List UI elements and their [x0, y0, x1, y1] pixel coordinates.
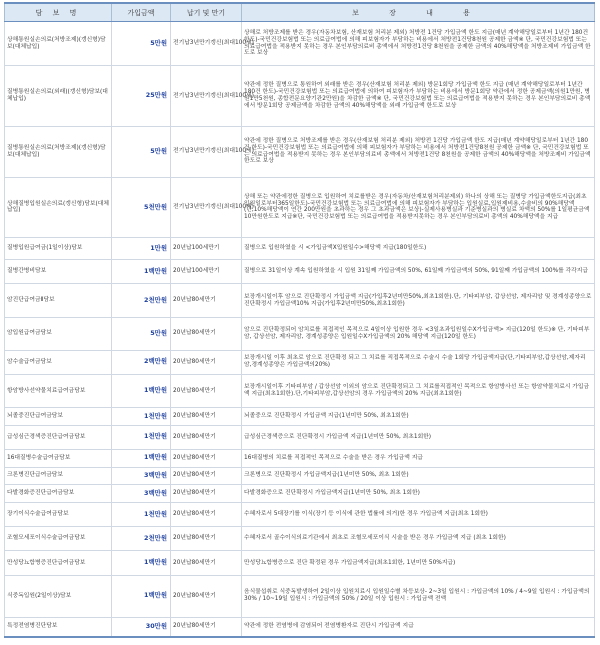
table-row	[5, 467, 595, 485]
table-row	[5, 317, 595, 350]
coverage-description: 수혜자로서 골수이식의료기관에서 최초로 조혈모세포이식 시술을 받은 경우 가입금액 지급 (최초 1회한)	[242, 527, 595, 551]
coverage-name: 질병입원급여금(1일이상)담보	[5, 238, 112, 260]
coverage-name: 질병통원실손의료(처방조제)(갱신형)담보(대체납입)	[5, 126, 112, 177]
coverage-term: 전기납3년만기갱신(최대100세)	[171, 177, 242, 238]
coverage-name: 뇌졸중진단급여금담보	[5, 407, 112, 425]
coverage-term: 전기납3년만기갱신(최대100세)	[171, 66, 242, 127]
table-header-row	[5, 3, 595, 22]
table-row	[5, 374, 595, 407]
coverage-amount: 1백만원	[112, 449, 171, 467]
coverage-name: 장기이식수술급여금담보	[5, 502, 112, 526]
coverage-amount: 1백만원	[112, 260, 171, 284]
coverage-description: 보장개시일이후 암으로 진단확정시 가입금액 지급(가입후2년미만50%,최초1회한).단, 기타피부암, 갑상선암, 제자리암 및 경계성종양으로 진단확정시 가입금액10% 지급(가입후2년미만50%,최초1회한)	[242, 284, 595, 317]
coverage-amount: 1천만원	[112, 425, 171, 449]
coverage-term: 20년납100세만기	[171, 260, 242, 284]
table-row	[5, 66, 595, 127]
coverage-description: 약관에 정한 전염병에 감염되어 전염병환자로 진단시 가입금액 지급	[242, 617, 595, 637]
coverage-name: 급성심근경색증진단급여금담보	[5, 425, 112, 449]
table-row	[5, 22, 595, 66]
header-coverage-details: 보 장 내 용	[242, 3, 595, 22]
coverage-amount: 2천만원	[112, 527, 171, 551]
coverage-description: 보장개시일이후 기타피부암 / 갑상선암 이외의 암으로 진단확정되고 그 치료를직접적인 목적으로 항암방사선 또는 항암약물치료시 가입금액 지급(최초1회한).단,기타피부암,갑상선암의 경우 가입금액의 20% 지급(최초1회한)	[242, 374, 595, 407]
coverage-name: 크론병진단급여금담보	[5, 467, 112, 485]
coverage-table	[4, 2, 595, 638]
coverage-name: 식중독입원(2일이상)담보	[5, 575, 112, 617]
coverage-amount: 5천만원	[112, 177, 171, 238]
table-row	[5, 260, 595, 284]
coverage-amount: 5만원	[112, 317, 171, 350]
table-row	[5, 350, 595, 374]
coverage-description: 급성심근경색증으로 진단확정시 가입금액 지급(1년미만 50%, 최초1회한)	[242, 425, 595, 449]
coverage-name: 조혈모세포이식수술급여금담보	[5, 527, 112, 551]
coverage-term: 20년납80세만기	[171, 551, 242, 575]
coverage-table-wrapper	[4, 2, 594, 638]
coverage-name: 상해통원실손의료(처방조제)(갱신형)담보(대체납입)	[5, 22, 112, 66]
coverage-name: 질병통원실손의료(외래)(갱신형)담보(대체납입)	[5, 66, 112, 127]
coverage-description: 암으로 진단확정되어 암치료를 직접적인 목적으로 4일이상 입원한 경우 <3일초과입원일수X가입금액> 지급(120일 한도)※ 단, 기타피부암, 갑상선암, 제자리암, 경계성종양은 입원일수X가입금액의 20% 해당액 지급(120일 한도)	[242, 317, 595, 350]
table-row	[5, 617, 595, 637]
table-row	[5, 407, 595, 425]
table-row	[5, 485, 595, 503]
table-row	[5, 502, 595, 526]
table-row	[5, 527, 595, 551]
coverage-description: 약관에 정한 질병으로 통원하여 외래를 받은 경우(산재보험 처리분 제외) 방문1회당 가입금액 한도 지급 (매년 계약해당일로부터 1년간 180건 한도)-국민건강보험법 또는 의료급여법에 의하여 피보험자가 부담하는 비용에서 방문1회당 약관에서 정한 공제금액(의원1만원, 병원1만5천원, 종합전문요양기관2만원)을 차감한 금액※ 단, 국민건강보험법 또는 의료급여법을 적용받지 못하는 경우 본인부담의료비 총액에서 방문1회당 공제금액을 차감한 금액의 40%해당액을 외래 가입금액 한도로 보상	[242, 66, 595, 127]
coverage-term: 20년납80세만기	[171, 449, 242, 467]
coverage-term: 전기납3년만기갱신(최대100세)	[171, 22, 242, 66]
coverage-name: 암입원급여금담보	[5, 317, 112, 350]
coverage-amount: 5만원	[112, 22, 171, 66]
coverage-description: 음식물섭취로 식중독발생하여 2일이상 입원치료시 입원일수별 차등보상- 2~3일 입원시 : 가입금액의 10% / 4~9일 입원시 : 가입금액의 30% / 10~19일 입원시 : 가입금액의 50% / 20일 이상 입원시 : 가입금액 전액	[242, 575, 595, 617]
coverage-amount: 1백만원	[112, 551, 171, 575]
table-row	[5, 177, 595, 238]
coverage-term: 전기납3년만기갱신(최대100세)	[171, 126, 242, 177]
coverage-description: 만성당뇨합병증으로 진단 확정된 경우 가입금액지급(최초1회한, 1년미만 50%지급)	[242, 551, 595, 575]
coverage-name: 상해질병입원실손의료(갱신형)담보(대체납입)	[5, 177, 112, 238]
coverage-amount: 3백만원	[112, 467, 171, 485]
coverage-term: 20년납80세만기	[171, 467, 242, 485]
table-row	[5, 551, 595, 575]
coverage-description: 16대질병의 치료를 직접적인 목적으로 수술을 받은 경우 가입금액 지급	[242, 449, 595, 467]
coverage-amount: 2백만원	[112, 350, 171, 374]
coverage-term: 20년납80세만기	[171, 527, 242, 551]
table-row	[5, 238, 595, 260]
coverage-name: 특정전염병진단담보	[5, 617, 112, 637]
coverage-name: 만성당뇨합병증진단급여금담보	[5, 551, 112, 575]
coverage-term: 20년납80세만기	[171, 374, 242, 407]
coverage-term: 20년납80세만기	[171, 284, 242, 317]
coverage-name: 항암방사선약물치료급여금담보	[5, 374, 112, 407]
coverage-description: 상해 또는 약관에정한 질병으로 입원하여 치료를받은 경우(자동차/산재보험처리분제외) 하나의 상해 또는 질병당 가입금액한도지급(최초입원일로부터365일한도)-국민건강보험법 또는 의료급여법에 의해 피보험자가 부담하는 입원실료,입원제비용,수술비의 90%해당액(단,10%해당액이 연간 200만원을 초과하는 경우 그 초과금액은 보상)-실제사용병실과 기준병실과의 병실료 차액의 50%를 1일평균금액 10만원한도로 지급※단, 국민건강보험법 또는 의료급여법을 적용받지못하는 경우 본인부담의료비 총액의 40%해당액을 지급	[242, 177, 595, 238]
table-row	[5, 284, 595, 317]
coverage-name: 암진단급여금Ⅱ담보	[5, 284, 112, 317]
coverage-amount: 25만원	[112, 66, 171, 127]
coverage-description: 상해로 처방조제를 받은 경우(자동차보험, 산재보험 처리분 제외) 처방전 1건당 가입금액 한도 지급(매년 계약해당일로부터 1년간 180건 한도)-국민건강보험법 또는 의료급여법에 의해 피보험자가 부담하는 비용에서 처방전1건당8천원 공제한 금액※ 단, 국민건강보험법 또는 의료급여법을 적용받지 못하는 경우 본인부담의료비 총액에서 처방전1건당 8천원을 공제한 금액의 40%해당액을 처방조제비 가입금액 한도로 보상	[242, 22, 595, 66]
coverage-term: 20년납80세만기	[171, 575, 242, 617]
coverage-term: 20년납80세만기	[171, 407, 242, 425]
coverage-description: 질병으로 31일이상 계속 입원하였을 시 입원 31일째 가입금액의 50%, 61일째 가입금액의 50%, 91일째 가입금액의 100%를 각각지급	[242, 260, 595, 284]
coverage-amount: 1백만원	[112, 575, 171, 617]
coverage-description: 질병으로 입원하였을 시 <가입금액X입원일수>해당액 지급(180일한도)	[242, 238, 595, 260]
coverage-name: 암수술급여금담보	[5, 350, 112, 374]
coverage-description: 수혜자로서 5대장기를 이식(장기 등 이식에 관한 법률에 의거)한 경우 가입금액 지급(최초 1회한)	[242, 502, 595, 526]
coverage-term: 20년납80세만기	[171, 485, 242, 503]
coverage-amount: 1만원	[112, 238, 171, 260]
coverage-amount: 2천만원	[112, 284, 171, 317]
table-row	[5, 449, 595, 467]
coverage-description: 약관에 정한 질병으로 처방조제를 받은 경우(산재보험 처리분 제외) 처방전 1건당 가입금액 한도 지급(매년 계약해당일로부터 1년간 180건 한도)-국민건강보험법 또는 의료급여법에 의해 피보험자가 부담하는 비용에서 처방전1건당8천원 공제한 금액※ 단, 국민건강보험법 또는 의료급여법을 적용받지 못하는 경우 본인부담의료비 총액에서 처방전1건당 8천원을 공제한 금액의 40%해당액을 처방조제비 가입금액 한도로 보상	[242, 126, 595, 177]
coverage-name: 질병간병비담보	[5, 260, 112, 284]
header-amount: 가입금액	[112, 3, 171, 22]
header-term: 납기 및 만기	[171, 3, 242, 22]
coverage-term: 20년납100세만기	[171, 238, 242, 260]
coverage-name: 16대질병수술급여금담보	[5, 449, 112, 467]
coverage-amount: 1천만원	[112, 502, 171, 526]
table-row	[5, 425, 595, 449]
coverage-term: 20년납80세만기	[171, 617, 242, 637]
coverage-term: 20년납80세만기	[171, 425, 242, 449]
coverage-amount: 5만원	[112, 126, 171, 177]
table-row	[5, 575, 595, 617]
coverage-name: 다발경화증진단급여금담보	[5, 485, 112, 503]
coverage-term: 20년납80세만기	[171, 317, 242, 350]
coverage-description: 크론병으로 진단확정시 가입금액지급(1년미만 50%, 최초 1회한)	[242, 467, 595, 485]
coverage-amount: 1천만원	[112, 407, 171, 425]
coverage-term: 20년납80세만기	[171, 502, 242, 526]
coverage-term: 20년납80세만기	[171, 350, 242, 374]
header-coverage-name: 담 보 명	[5, 3, 112, 22]
coverage-description: 다발경화증으로 진단확정시 가입금액지급(1년미만 50%, 최초 1회한)	[242, 485, 595, 503]
coverage-description: 보장개시일 이후 최초로 암으로 진단확정 되고 그 치료를 직접목적으로 수술시 수술 1회당 가입금액지급(단,기타피부암,갑상선암,제자리암,경계성종양은 가입금액의20%)	[242, 350, 595, 374]
coverage-amount: 30만원	[112, 617, 171, 637]
coverage-description: 뇌졸중으로 진단확정시 가입금액 지급(1년미만 50%, 최초1회한)	[242, 407, 595, 425]
coverage-amount: 3백만원	[112, 485, 171, 503]
table-row	[5, 126, 595, 177]
coverage-amount: 1백만원	[112, 374, 171, 407]
